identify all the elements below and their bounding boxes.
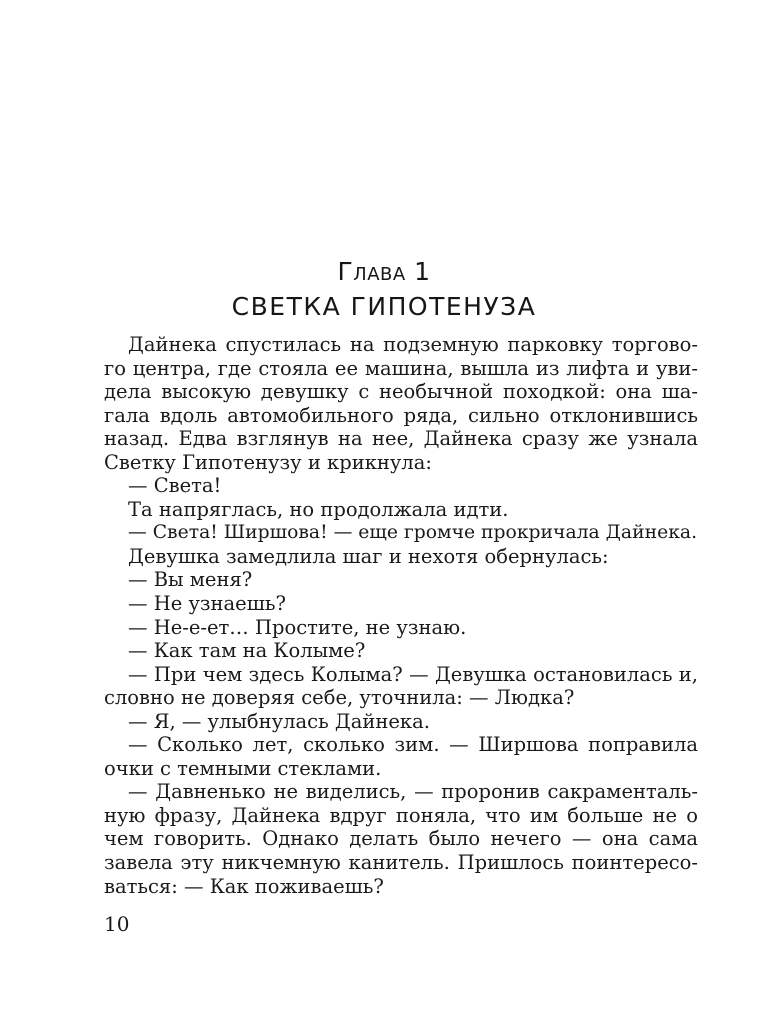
text-line: словно не доверяя себе, уточнила: — Людка? <box>104 686 575 710</box>
text-line: — Как там на Колыме? <box>128 639 366 663</box>
text-line: ваться: — Как поживаешь? <box>104 874 384 898</box>
chapter-title: СВЕТКА ГИПОТЕНУЗА <box>231 292 537 321</box>
text-line: назад. Едва взглянув на нее, Дайнека сразу же узнала <box>104 427 698 451</box>
text-line: — Вы меня? <box>128 568 253 592</box>
text-line: — Не узнаешь? <box>128 592 286 616</box>
text-line: го центра, где стояла ее машина, вышла из лифта и уви- <box>104 356 698 380</box>
chapter-number: Глава 1 <box>337 257 431 286</box>
text-line: дела высокую девушку с необычной походкой: она ша- <box>104 380 698 404</box>
text-line: — Я, — улыбнулась Дайнека. <box>128 709 430 733</box>
page-number: 10 <box>104 912 130 936</box>
text-line: — Сколько лет, сколько зим. — Ширшова поправила <box>128 733 698 757</box>
text-line: Девушка замедлила шаг и нехотя обернулась: <box>128 544 609 568</box>
text-line: — Света! Ширшова! — еще громче прокричала Дайнека. <box>128 522 698 544</box>
text-line: — Света! <box>128 474 222 498</box>
text-line: — Давненько не виделись, — проронив сакраменталь- <box>128 780 698 804</box>
text-line: гала вдоль автомобильного ряда, сильно отклонившись <box>104 403 698 427</box>
text-line: ную фразу, Дайнека вдруг поняла, что им больше не о <box>104 803 698 827</box>
text-line: — При чем здесь Колыма? — Девушка остановилась и, <box>128 662 698 686</box>
text-line: очки с темными стеклами. <box>104 756 382 780</box>
text-line: Дайнека спустилась на подземную парковку торгово- <box>128 333 698 356</box>
text-line: Та напряглась, но продолжала идти. <box>128 497 509 521</box>
text-line: — Не-е-ет… Простите, не узнаю. <box>128 615 467 639</box>
text-line: Светку Гипотенузу и крикнула: <box>104 450 432 474</box>
text-line: чем говорить. Однако делать было нечего — она сама <box>104 827 698 851</box>
text-line: завела эту никчемную канитель. Пришлось поинтересо- <box>104 851 698 875</box>
chapter-body <box>104 333 698 898</box>
